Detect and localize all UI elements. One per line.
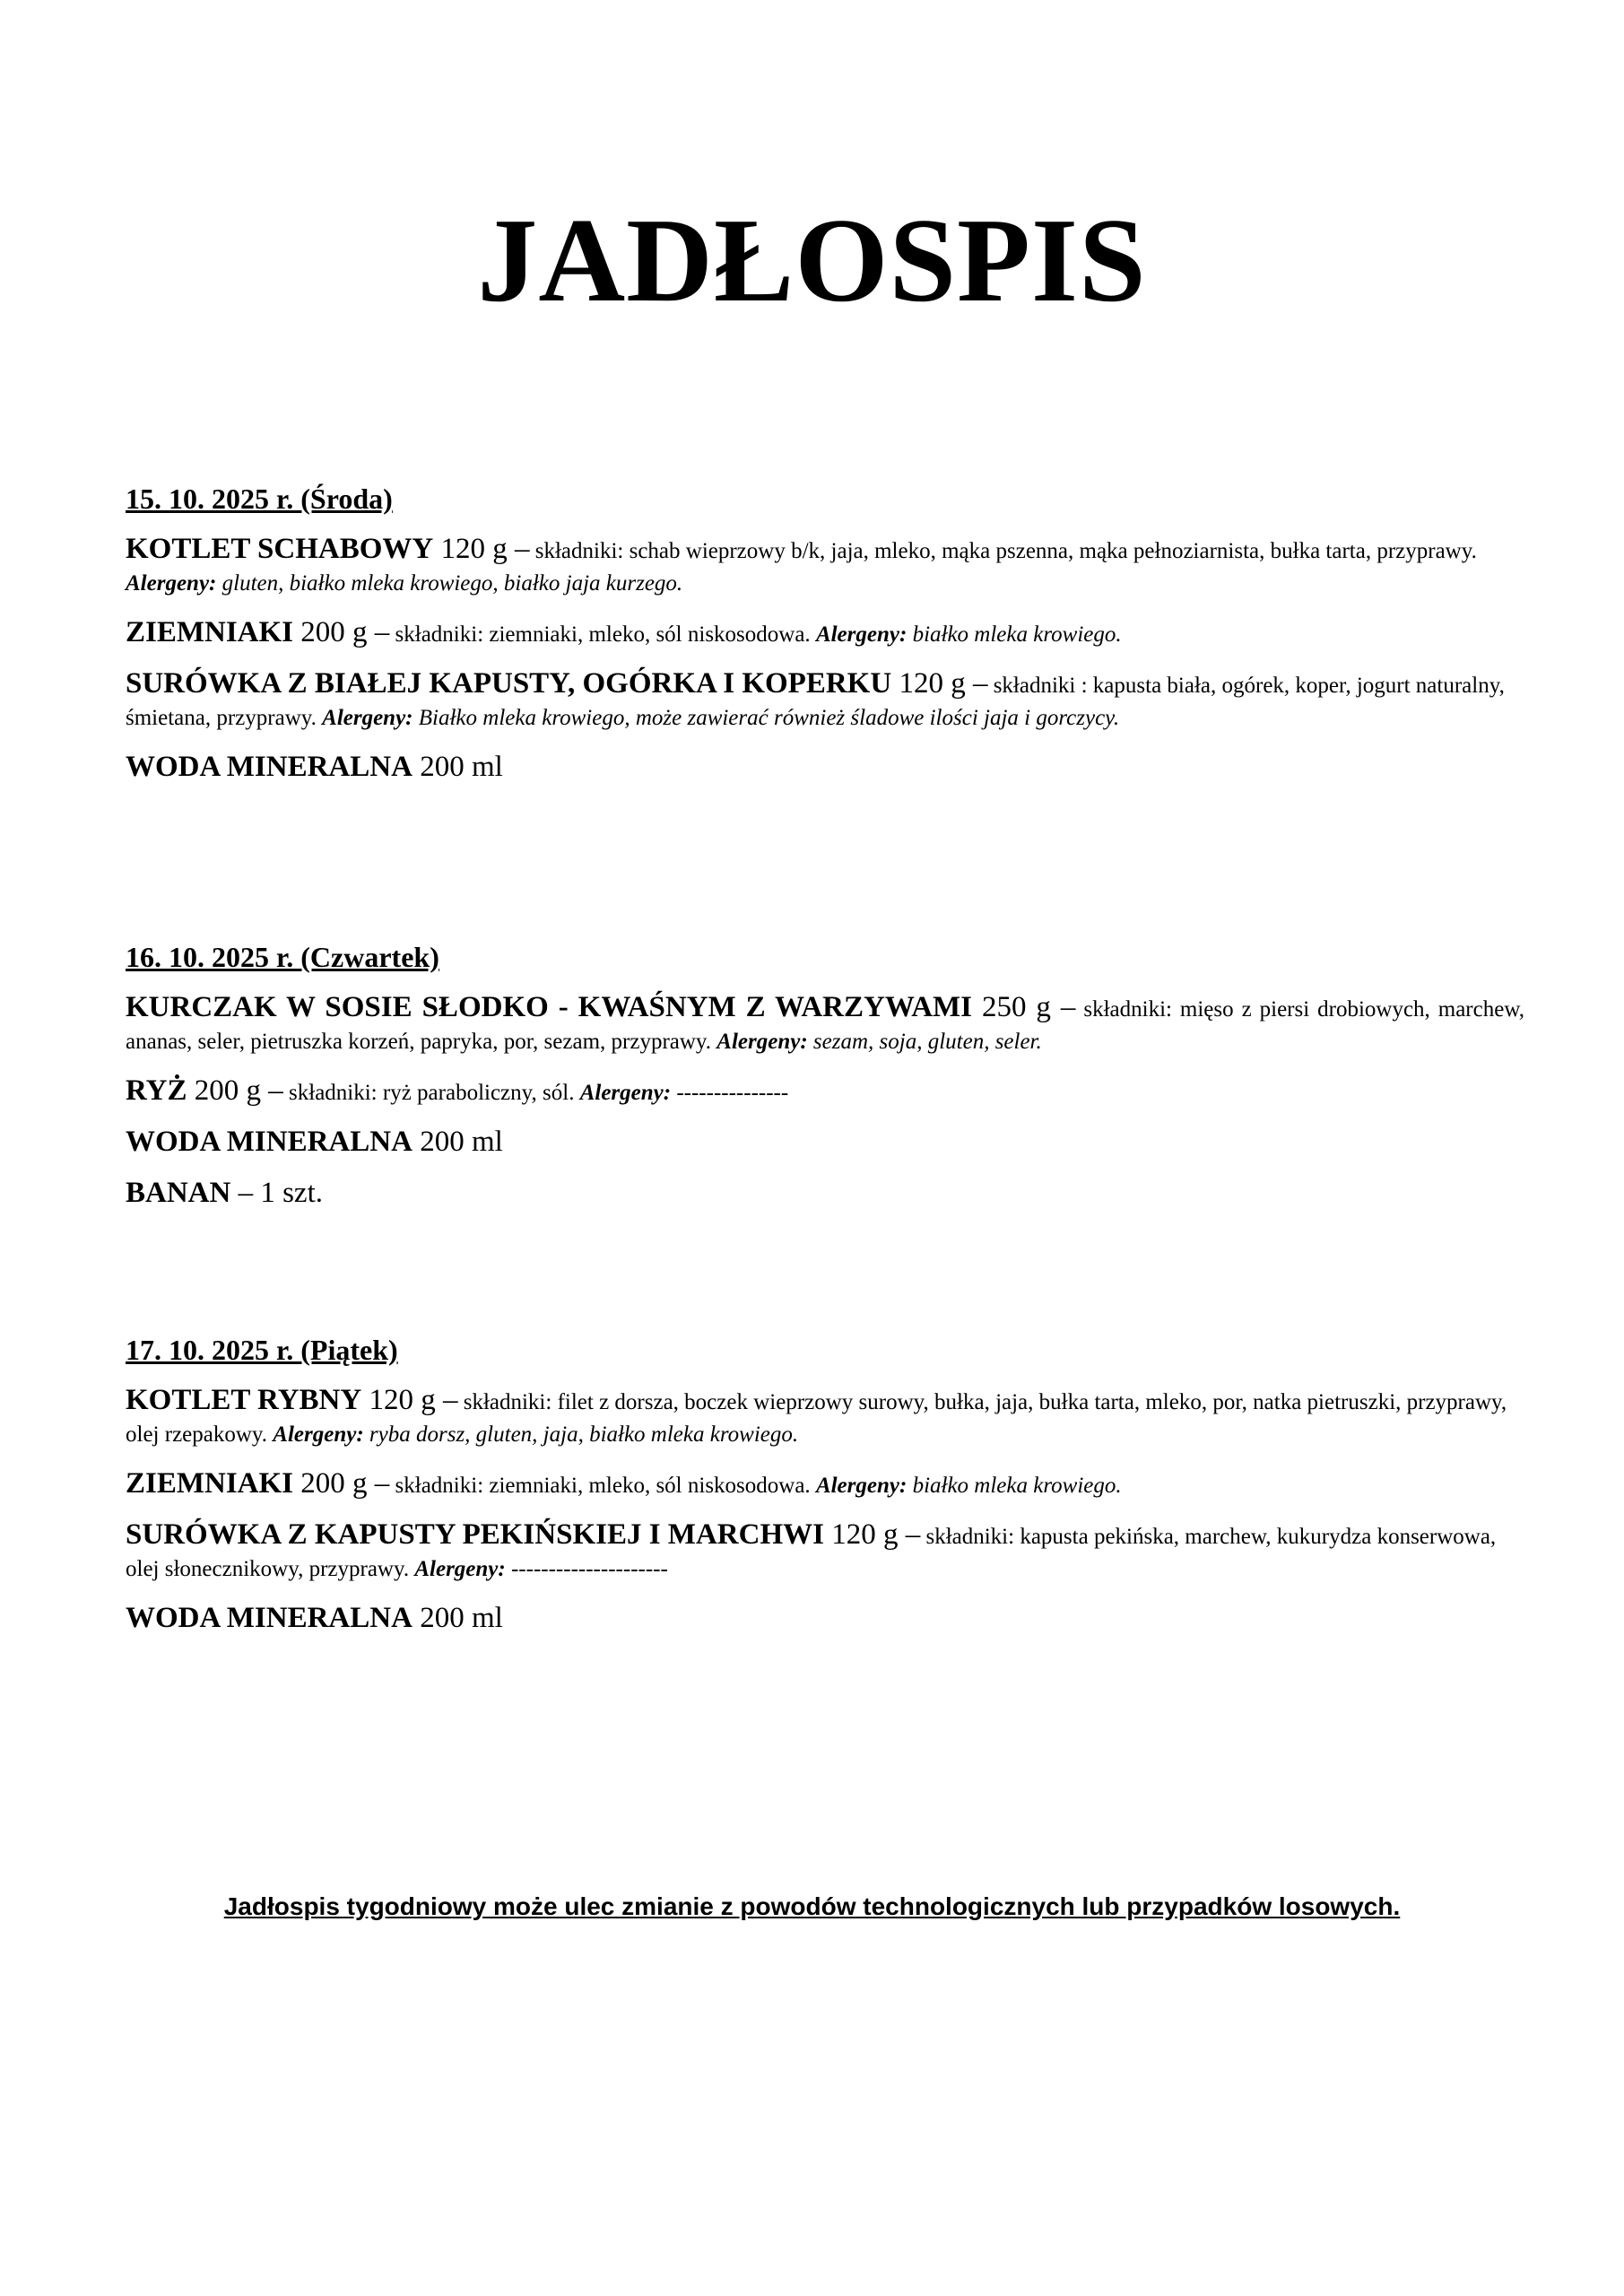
dish-name: ZIEMNIAKI — [126, 1467, 294, 1500]
dish-name: WODA MINERALNA — [126, 1126, 413, 1158]
dash-separator: – — [1060, 991, 1076, 1023]
dash-separator: – — [514, 533, 530, 565]
dish-name: ZIEMNIAKI — [126, 616, 294, 648]
dish-quantity: 120 g — [433, 533, 515, 565]
dish-name: SURÓWKA Z BIAŁEJ KAPUSTY, OGÓRKA I KOPERKU — [126, 667, 892, 700]
menu-item — [126, 1602, 1524, 1637]
allergen-text: --------------- — [671, 1081, 789, 1105]
day-header: 16. 10. 2025 r. (Czwartek) — [126, 941, 439, 973]
allergen-label: Alergeny: — [414, 1557, 506, 1581]
allergen-text: ryba dorsz, gluten, jaja, białko mleka krowiego. — [363, 1422, 799, 1447]
dash-separator: – — [972, 667, 988, 700]
allergen-label: Alergeny: — [815, 1474, 908, 1498]
dish-ingredients: składniki: mięso z piersi drobiowych, marchew, ananas, seler, pietruszka korzeń, papryka, por, sezam, przyprawy. — [126, 997, 1524, 1054]
menu-item — [126, 667, 1524, 735]
dish-ingredients: składniki: kapusta pekińska, marchew, kukurydza konserwowa, olej słonecznikowy, przyprawy. — [126, 1525, 1497, 1581]
dish-ingredients: składniki: ziemniaki, mleko, sól niskosodowa. — [389, 1474, 816, 1498]
dish-name: KOTLET SCHABOWY — [126, 533, 434, 565]
menu-item — [126, 1518, 1524, 1586]
dish-quantity: 250 g — [972, 991, 1061, 1023]
dash-separator: – — [374, 1467, 390, 1500]
menu-item — [126, 991, 1524, 1058]
allergen-label: Alergeny: — [815, 622, 908, 647]
dish-ingredients: składniki: ziemniaki, mleko, sól niskosodowa. — [389, 622, 816, 647]
day-section-friday — [126, 1332, 1524, 1653]
footer-disclaimer: Jadłospis tygodniowy może ulec zmianie z powodów technologicznych lub przypadków losowych. — [223, 1892, 1401, 1920]
dish-quantity: 200 ml — [412, 1602, 503, 1634]
menu-item — [126, 1074, 1524, 1109]
menu-item — [126, 751, 1524, 786]
dish-name: BANAN — [126, 1177, 231, 1209]
dash-separator: – — [268, 1074, 283, 1107]
dash-separator: – — [374, 616, 390, 648]
dish-name: RYŻ — [126, 1074, 187, 1107]
menu-item — [126, 1384, 1524, 1451]
allergen-label: Alergeny: — [273, 1422, 364, 1447]
dish-ingredients: składniki: schab wieprzowy b/k, jaja, mleko, mąka pszenna, mąka pełnoziarnista, bułka tarta, przyprawy. — [529, 539, 1477, 563]
allergen-label: Alergeny: — [126, 571, 217, 596]
dish-ingredients: składniki: filet z dorsza, boczek wieprzowy surowy, bułka, jaja, bułka tarta, mleko, por, natka pietruszki, przyprawy, olej rzepakowy. — [126, 1390, 1507, 1447]
allergen-label: Alergeny: — [579, 1081, 672, 1105]
menu-item — [126, 1126, 1524, 1161]
dish-name: SURÓWKA Z KAPUSTY PEKIŃSKIEJ I MARCHWI — [126, 1518, 824, 1551]
dish-quantity: 200 g — [293, 616, 375, 648]
allergen-text: gluten, białko mleka krowiego, białko jaja kurzego. — [216, 571, 683, 596]
allergen-label: Alergeny: — [322, 706, 413, 730]
day-section-wednesday — [126, 481, 1524, 802]
day-section-thursday — [126, 939, 1524, 1228]
dish-name: WODA MINERALNA — [126, 1602, 413, 1634]
dish-name: WODA MINERALNA — [126, 751, 413, 783]
dish-quantity: 200 ml — [412, 751, 503, 783]
dish-quantity: 200 ml — [412, 1126, 503, 1158]
menu-item — [126, 533, 1524, 600]
dash-separator: – — [442, 1384, 458, 1416]
day-header: 15. 10. 2025 r. (Środa) — [126, 483, 393, 515]
menu-item — [126, 616, 1524, 651]
dish-name: KOTLET RYBNY — [126, 1384, 362, 1416]
dish-quantity: 120 g — [361, 1384, 443, 1416]
allergen-text: --------------------- — [505, 1557, 668, 1581]
allergen-text: sezam, soja, gluten, seler. — [807, 1030, 1042, 1054]
menu-item — [126, 1177, 1524, 1212]
dish-quantity: 120 g — [891, 667, 973, 700]
menu-item — [126, 1467, 1524, 1502]
dish-ingredients: składniki : kapusta biała, ogórek, koper, jogurt naturalny, śmietana, przyprawy. — [126, 674, 1505, 730]
dish-quantity: 200 g — [293, 1467, 375, 1500]
dish-quantity: 200 g — [187, 1074, 269, 1107]
allergen-text: Białko mleka krowiego, może zawierać również śladowe ilości jaja i gorczycy. — [413, 706, 1120, 730]
page-title: JADŁOSPIS — [477, 194, 1147, 326]
dish-name: KURCZAK W SOSIE SŁODKO - KWAŚNYM Z WARZYWAMI — [126, 991, 973, 1023]
allergen-text: białko mleka krowiego. — [907, 1474, 1122, 1498]
dish-quantity: – 1 szt. — [230, 1177, 324, 1209]
dash-separator: – — [905, 1518, 921, 1551]
allergen-text: białko mleka krowiego. — [907, 622, 1122, 647]
day-header: 17. 10. 2025 r. (Piątek) — [126, 1334, 398, 1366]
dish-ingredients: składniki: ryż paraboliczny, sól. — [282, 1081, 580, 1105]
dish-quantity: 120 g — [823, 1518, 906, 1551]
allergen-label: Alergeny: — [716, 1030, 808, 1054]
